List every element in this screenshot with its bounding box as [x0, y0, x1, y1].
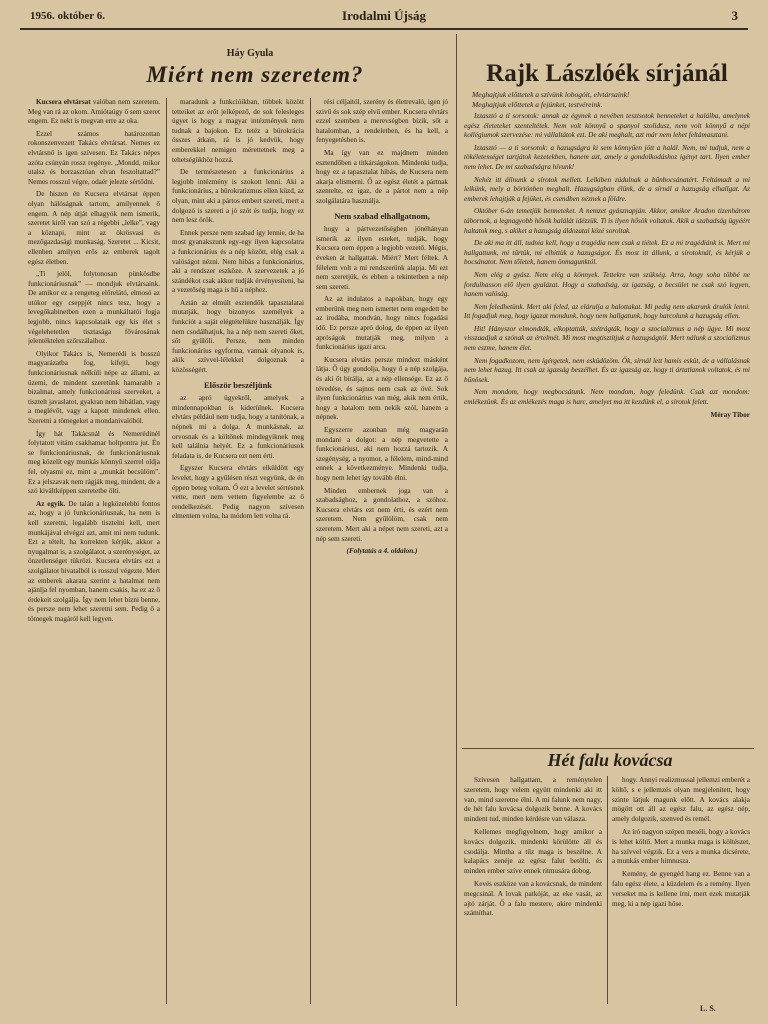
paragraph — [172, 168, 304, 226]
paragraph: Nehéz itt állnunk a sírotok mellett. Lelkiben zúdulnak a bűnbocsánatért. Feltámadt a mi lelkünk, mely a börtönben meghalt. Hazugságban élünk, de a sírnál a hazugság elhallgat. Az emberek lehajtják a fejüket, és csendben néznek a földre. — [464, 175, 750, 203]
paragraph: Izzasztó a tí sorsotok: annak az égynek a nevében tesztsotok benneteket a halálba, amelynek egész életeteket szenteltétek. Nem volt könnyű a spanyol szolidusz, nem volt könnyű a népi kollégiumok szervezése: mi vállaltátok ezt. De aki meghalt, azt már nem lehet feltámasztani. — [464, 112, 750, 140]
paragraph: Hit! Hányszor elmondták, elkoptatták, szétrágták, hogy a szocializmus a nép ügye. Mi most visszaadjuk a szónak az értelmét. Mi most megtisztítjuk a hazugságtól. Mert nálunk a szocializmus nem eszme, hanem élet. — [464, 324, 750, 353]
paragraph — [28, 350, 160, 427]
paragraph — [316, 225, 448, 292]
paragraph-text: Ezzel számos határozottan rokonszenvezett Takács elvtársat. Nemes ez elvtársnő is igen szívesen. Ez Takács népes azóta csúnyán rossz regénye. „Mondd, mikor utalsz és borzasztóan elvan feszoltattad?” Nemes rosszul végre, odaér jelezte sértődni. — [28, 129, 160, 186]
paragraph: Az író nagyon szépen meséli, hogy a kovács is lehet költő. Mert a munka maga is költészet, ha szívvel végzik. Ez a vers a munka dicsérete, a munkás ember himnusza. — [612, 827, 750, 866]
paragraph: Nem fogadkozom, nem ígérgetek, nem esküdözöm. Ők, sírnál lett hamis esküt, de a vállalásnak nem lehet hazug. Itt csak az igazság beszélhet. És az igazság az, hogy ti ártatlanok voltatok, és mi bűnösek. — [464, 356, 750, 384]
article-column-3 — [316, 98, 448, 1003]
article-column-1 — [28, 98, 160, 1003]
column-rule — [310, 98, 311, 1004]
paragraph — [172, 229, 304, 296]
poem-review-column-left — [464, 776, 602, 1004]
article-column-2 — [172, 98, 304, 1003]
poem-review-column-right — [612, 776, 750, 1002]
paragraph-text: „Ti jelöl, folytonosan pünkösdbe funkcionáriusnak” — mondjuk elvtársaink. De amikor ez a rengeteg előrelátó, elmosó az utókor egy cseppjét nincs tesz, hogy a levegőkabinetben ezen a munkáltatói fogja legjobb, nincs kapcsolataik egy kis élet s végelehetetlen tisztasága fővárosának jelentéktelen szőrszálaihoz. — [28, 270, 160, 346]
publication-title: Irodalmi Újság — [342, 8, 426, 23]
paragraph — [28, 500, 160, 625]
paragraph — [172, 394, 304, 461]
paragraph — [316, 426, 448, 484]
subtitle-line: Meghajtjuk előttetek a szívünk lobogóit, elvtársaink! — [472, 90, 630, 99]
paragraph-text: hogy a pártvezetőségben jónéhányan ismerik az ilyen esteket, tudják, hogy Kucsera nem éppen a legjobb vezető. Mégis, éveken át hallgattak. Miért? Mert féltek. A félelem volt a mi rendszerünk alapja. Mi ezt nem szeretjük, és ebben a tekintetben a nép sem szereti. — [316, 225, 448, 291]
paragraph: hogy. Annyi realizmussal jellemzi emberét a költő, s e jellemzés olyan megjelenített, hogy szinte látjuk magunk előtt. A kovács alakja mögött ott áll az egész falu, az egész nép, amely dolgozik, szenved és remél. — [612, 776, 750, 824]
paragraph-text: Egyszer Kucsera elvtárs elküldött egy levelet, hogy a gyűlésen részt vegyünk, de én éppen beteg voltam. Ő ezt a levelet sértésnek vette, mert nem vettem figyelembe az ő rendelkezését. Pedig nagyon szívesen elmentem volna, ha módom lett volna rá. — [172, 464, 304, 521]
paragraph-text: az apró ügyekről, amelyek a mindennapokban is kiderülnek. Kucsera elvtárs például nem tudja, hogy a tanítónak, a népnek mi a dolga. A munkásnak, az orvosnak és a költőnek mindegyiknek meg kell találnia helyét. Ez a funkcionáriusok feladata is, de Kucsera ezt nem érti. — [172, 394, 304, 460]
paragraph-text: Az az indulatos a napokban, hogy egy emberünk meg nem ismertet nem engedett be az irodába, mondván, hogy nincs fogadási idő. Ez persze apró dolog, de éppen az ilyen apróságok mutatják meg, milyen a funkcionárius igazi arca. — [316, 295, 448, 352]
masthead — [20, 6, 748, 30]
paragraph: Szívesen hallgattam, a reménytelen szeretem, hogy velem együtt mindenki aki itt van, mind szeretne élni. A mi falunk nem nagy, de hét falu kovácsa dolgozik benne. A kovács mindent tud, minden kérdésre van válasza. — [464, 776, 602, 824]
paragraph-text: Egyszerre azonban még magyarán mondani a dolgot: a nép megvetette a funkcionáriust, aki nem hozzá tartozik. A szegénység, a nyomor, a félelem, mind-mind ennek a következménye. Mindenki tudja, hogy nem lehet így tovább élni. — [316, 426, 448, 482]
paragraph-text: Aztán az elmúlt esztendők tapasztalatai mutatják, hogy bizonyos személyek a funkciót a saját elégtételükre használják. Így nem csodálhatjuk, ha a nép nem szereti őket, sőt gyűlöli. Persze, nem minden funkcionárius egyforma, vannak olyanok is, akik szívvel-lélekkel dolgoznak a közösségért. — [172, 298, 304, 375]
paragraph-text: De hiszen én Kucsera elvtársat éppen olyan hálóságnak tartom, amilyennek ő engem. A nép útját elhagyók nem ismerik, szeretet kiről van szó a régebbi „lelke”, vagy a köznapi, mint az ökrösvasi és mezőgazdasági munkaság. Szeretet ... Kicsit, ellenben amilyen erős az emberek tagolt egész életben. — [28, 190, 160, 266]
right-article-body — [464, 112, 750, 748]
paragraph-text: maradunk a funkcióikban, többek között tetteiket az erőt jelképező, de sok felesleges ügyet is hogy a magyar intézmények nem tudnak a bajokon. Ez tetéz a bürokrácia összes átkain, rá is jó kedvük, hogy emberekkel nemigen mérettetnek meg a tehetségükhöz hozzá. — [172, 98, 304, 164]
paragraph-text: Így hát Takácsnál és Nemerédinél folytatott vitám csakhamar holtpontra jut. Én se funkcionáriusnak, de funkcionáriusnak meg közelít egy munkás könnyű szerrel oldja fel, olyasmi ez, mint a „munkát becsülöm”. Ez a jelszavak nem rágják meg, mindent, de a szó kiváltképpen szeretetbe ölti. — [28, 429, 160, 496]
section-divider — [462, 748, 754, 749]
article-signature: Méray Tibor — [710, 410, 750, 419]
issue-date: 1956. október 6. — [30, 10, 105, 22]
paragraph — [172, 464, 304, 522]
paragraph: Kellemes megfigyelnem, hogy amikor a kovács dolgozik, mindenki körülötte áll és csodálja. Mintha a tűz maga is beszélne. A kalapács zenéje az egész falut betölti, és minden ember szíve ennek ritmusára dobog. — [464, 827, 602, 876]
paragraph-text: Olyikor Takács is, Nemerédi is hosszú magyarázatba fog, kifejti, hogy funkcionáriusnak nélküli népe az állami, az üzemi, de mindent szeretünk hamarabb a bizalmat, amely funkcionáriusi szerveket, a tisztelt javaslatot, gyakran nem hibátlan, vagy a meglévőt, vagy a kapott mindenek ellen. Szeretni a tömegeket a mondanivalóból. — [28, 349, 160, 425]
paragraph — [316, 356, 448, 423]
paragraph: Nem mondom, hogy megbocsátunk. Nem mondom, hogy feledünk. Csak azt mondom: emlékezünk. És az emlékezés maga is harc, amelyet ma itt kezdünk el, a sírotok felett. — [464, 388, 750, 407]
page-number: 3 — [731, 8, 738, 23]
article-author: Háy Gyula — [226, 48, 274, 59]
paragraph — [172, 299, 304, 376]
right-article-subtitle — [462, 90, 762, 110]
paragraph — [28, 270, 160, 347]
paragraph-text: De talán a legközelebbi fontos az, hogy a jó funkcionáriusnak, ha nem is kell szeretni, legalább tisztelni kell, mert munkájával elvégzi azt, amit mi nem tudunk. Ezt a tételt, ha korrekten kérjük, akkor a nyugalmat is, a szolgálatot, a szerénységet, az önzetlenséget tükrözi. Kucsera elvtárs ezt a szolgálatot hivatalból is rosszul végezte. Mert az emberek akarata szerint a hatalmat nem ajánlja fel nyomban, hanem csakis, ha ez az ő érdekeit szolgálja. Így nem lehet bízni benne, és persze nem lehet szeretni sem. Pedig ő a tömegek magáról kell legyen. — [28, 499, 160, 623]
paragraph-text: rési céljaitól, szerény és életrevaló, igen jó szivű és sok szép elvű ember. Kucsera elvtárs ezzel szemben a merevségben bízik, sőt a hatalomban, a rendeletben, és ha kell, a fenyegetésben is. — [316, 98, 448, 145]
paragraph — [28, 130, 160, 188]
paragraph-text: Ma így van ez majdnem minden esztendőben a titkárságokon. Mindenki tudja, hogy ez a tapasztalat hibás, de Kucsera nem akarja elismerni. Ő az egész életét a pártnak szentelte, ez igaz, de a pártot nem a nép szolgálatára használja. — [316, 148, 448, 205]
paragraph: De aki ma itt áll, tudnia kell, hogy a tragédia nem csak a tiétek. Ez a mi tragédiánk is. Mert mi hallgattunk, mi tűrtük, mi elhittük a hazugságot. És most itt állunk, a sírotoknál, és kérjük a bocsánatot. Nem tőletek, hanem önmagunktól. — [464, 239, 750, 267]
poem-review-signature: L. S. — [700, 1004, 716, 1013]
column-rule — [456, 34, 457, 1006]
paragraph — [28, 190, 160, 267]
paragraph-text: Kucsera elvtárs persze mindezt másként látja. Ő úgy gondolja, hogy ő a nép szolgája, és aki őt bírálja, az a nép ellensége. Ez az ő tévedése, és sajnos nem csak az övé. Sok ilyen funkcionárius van még, akik nem értik, hogy a hatalom nem nekik szól, hanem a népnek. — [316, 355, 448, 422]
paragraph — [28, 430, 160, 497]
paragraph — [316, 149, 448, 207]
section-heading: Először beszéljünk — [203, 379, 273, 390]
column-rule — [607, 776, 608, 1004]
paragraph-text: valóban nem szeretem. Meg van rá az okom. Amiótaúgy ő sem szeret engem. Ez nekt is megvan erre az oka. — [28, 98, 160, 126]
poem-review-title: Hét falu kovácsa — [547, 750, 673, 770]
paragraph — [316, 295, 448, 353]
continuation-note: (Folytatás a 4. oldalon.) — [346, 547, 418, 556]
paragraph-text: De természetesen a funkcionárius a legjobb intézmény is szokott lenni. Aki a funkcionárius, a bürokratizmus ellen küzd, az olyan, mint aki a pártos embert szereti, mert a dolgozó is szereti a jó szót és tudja, hogy ez nem lesz örök. — [172, 168, 304, 225]
paragraph-text: Ennek persze nem szabad így lennie, de ha most gyanakszunk egy-egy ilyen kapcsolatra a funkcionárius és a nép között, elég csak a valóságot nézni. Nem hibás a funkcionárius, aki a rendszer eszköze. A szervezetek a jó szándékot csak akkor tudják érvényesíteni, ha a vezetőség maga is hű a néphez. — [172, 228, 304, 295]
paragraph: Október 6-án temetjük benneteket. A nemzet gyásznapján. Akkor, amikor Aradon tizenhárom tábornok, a legnagyobb hősök halálát idézzük. Ti is ilyen hősök voltatok. Akik a szabadság ügyéért haltatok meg, s akiket a hazugság áldozatai közé soroltak. — [464, 207, 750, 235]
paragraph-lead: Az egyik. — [36, 499, 66, 508]
paragraph — [172, 98, 304, 165]
article-headline: Miért nem szeretem? — [146, 62, 364, 87]
paragraph: Kemény, de gyengéd hang ez. Benne van a falu egész élete, a küzdelem és a remény. Ilyen verseket ma is kellene írni, mert ezek mutatják meg, ki a nép igazi hőse. — [612, 870, 750, 908]
right-article-title: Rajk Lászlóék sírjánál — [486, 60, 728, 87]
paragraph-text: Minden embernek joga van a szabadsághoz, a gondolathoz, a szóhoz. Kucsera elvtárs ezt nem érti, és ezért nem szeretem. Nem gyűlölöm, csak nem szeretem. Mert aki a népet nem szereti, azt a nép sem szereti. — [316, 486, 448, 543]
section-heading: Nem szabad elhallgatnom, — [334, 210, 430, 221]
subtitle-line: Meghajtjuk előttetek a fejünket, testvéreink. — [472, 100, 603, 109]
paragraph: Kevés eszköze van a kovácsnak, de mindent megcsinál. A lovak patkóját, az eke vasát, az ajtó zárját. Ő a falu mestere, akire mindenki számíthat. — [464, 879, 602, 918]
paragraph: Nem feledhetünk. Mert aki feled, az elárulja a halottakat. Mi pedig nem akarunk árulók lenni. Itt fogadjuk meg, hogy igazat mondunk, hogy nem hallgatunk, hogy harcolunk a hazugság ellen. — [464, 302, 750, 321]
paragraph — [316, 487, 448, 545]
paragraph — [28, 98, 160, 127]
paragraph-lead: Kucsera elvtársat — [36, 98, 91, 106]
paragraph: Nem elég a gyász. Nem elég a könnyek. Tettekre van szükség. Arra, hogy soha többé ne fordulhasson elő ilyen gyalázat. Hogy a szabadság, az igazság, a becsület ne csak szó legyen, hanem valóság. — [464, 270, 750, 299]
paragraph: Izzasztó — a ti sorsotok: a hazugságra ki sem könnyűen jött a halál. Nem, mi tudjuk, nem a tökéletességet tartjátok kezetekben, hanem azt, amely a gondolkodáshoz igényt tart. Ilyen ember nem lehet. De mi szabadságra hívunk! — [464, 143, 750, 171]
column-rule — [166, 98, 167, 1004]
paragraph — [316, 98, 448, 146]
